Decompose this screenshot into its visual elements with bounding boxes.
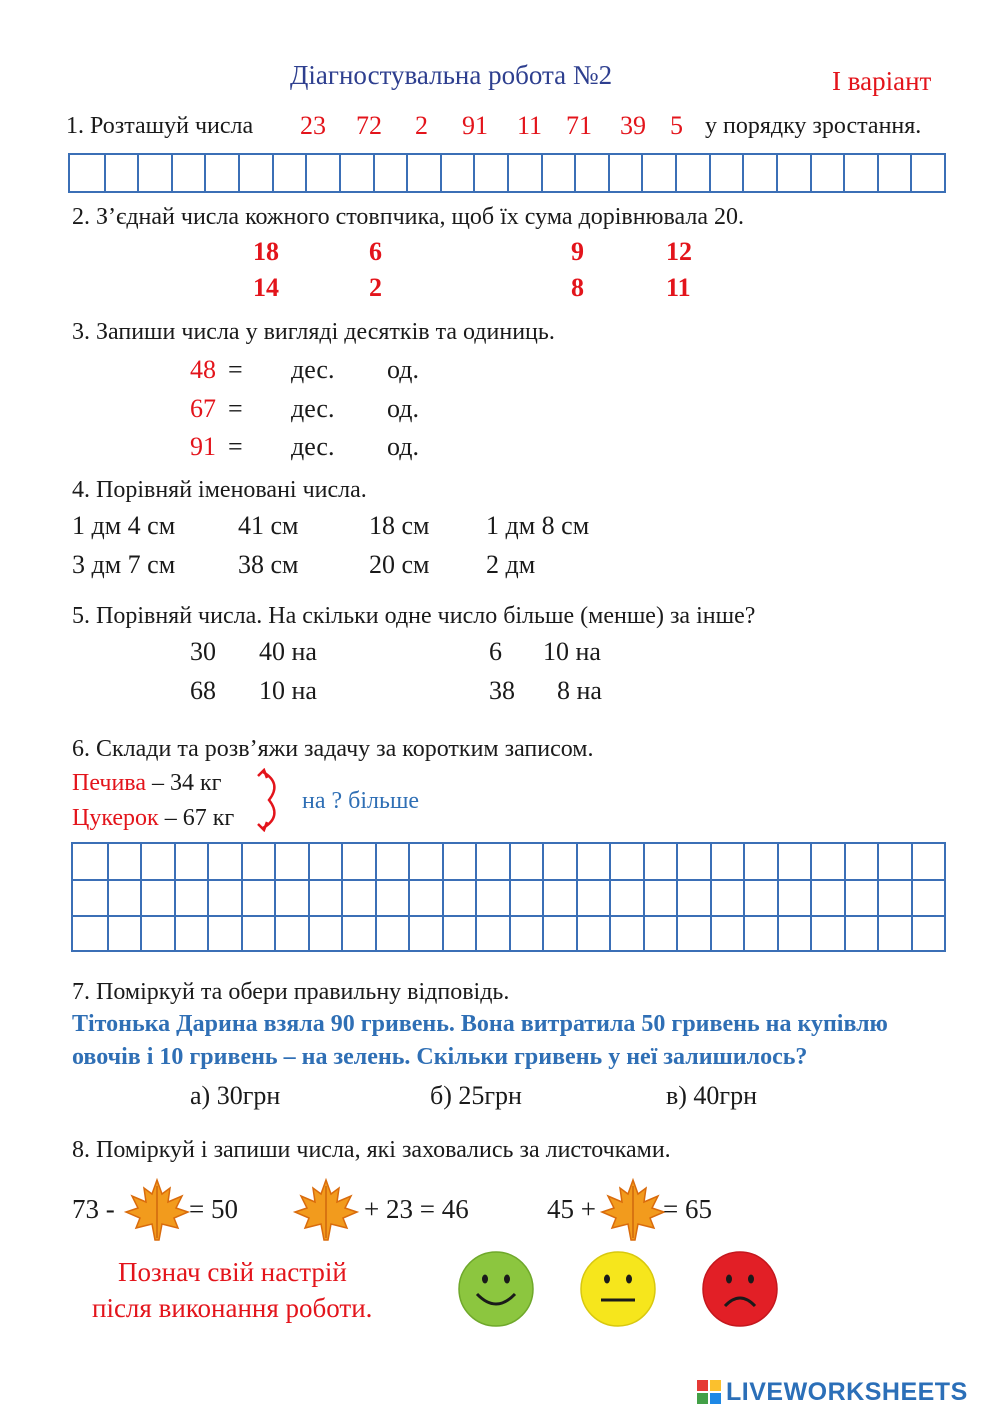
task5-value: 8 на (557, 676, 602, 705)
task2-number: 9 (571, 237, 584, 266)
answer-option-c[interactable]: в) 40грн (666, 1081, 758, 1110)
grid-line (272, 155, 274, 191)
task2-number: 6 (369, 237, 382, 266)
task1-suffix: у порядку зростання. (705, 113, 922, 139)
task8-eq3-right: = 65 (663, 1194, 712, 1224)
grid-line (305, 155, 307, 191)
task6-value: – 67 кг (164, 805, 235, 831)
grid-line (608, 155, 610, 191)
grid-line (509, 844, 511, 950)
smile-face-icon[interactable] (457, 1250, 535, 1328)
task3-ones-label: од. (387, 355, 419, 384)
task4-value: 1 дм 4 см (72, 511, 176, 540)
grid-line (877, 155, 879, 191)
task7-text-line2: овочів і 10 гривень – на зелень. Скільки гривень у неї залишилось? (72, 1044, 808, 1070)
neutral-face-icon[interactable] (579, 1250, 657, 1328)
mood-prompt-line1: Познач свій настрій (118, 1257, 347, 1287)
grid-line (877, 844, 879, 950)
task1-number: 71 (566, 111, 592, 140)
task3-tens-label: дес. (291, 394, 335, 423)
grid-line (743, 844, 745, 950)
grid-line (341, 844, 343, 950)
grid-line (442, 844, 444, 950)
task5-value: 68 (190, 676, 216, 705)
grid-line (507, 155, 509, 191)
task5-value: 38 (489, 676, 515, 705)
task3-title: 3. Запиши числа у вигляді десятків та одиниць. (72, 319, 555, 345)
task2-title: 2. З’єднай числа кожного стовпчика, щоб їх сума дорівнювала 20. (72, 204, 744, 230)
task2-number: 18 (253, 237, 279, 266)
grid-line (238, 155, 240, 191)
maple-leaf-icon[interactable] (293, 1178, 359, 1242)
grid-line (107, 844, 109, 950)
task8-eq1-left: 73 - (72, 1194, 115, 1224)
maple-leaf-icon[interactable] (124, 1178, 190, 1242)
task1-number: 91 (462, 111, 488, 140)
answer-option-a[interactable]: а) 30грн (190, 1081, 281, 1110)
task6-line2 (72, 805, 234, 832)
sad-face-icon[interactable] (701, 1250, 779, 1328)
grid-line (339, 155, 341, 191)
liveworksheets-logo-icon (696, 1379, 722, 1405)
task4-value: 3 дм 7 см (72, 550, 176, 579)
grid-line (408, 844, 410, 950)
grid-line (574, 155, 576, 191)
task7-title: 7. Поміркуй та обери правильну відповідь. (72, 979, 510, 1005)
grid-line (475, 844, 477, 950)
grid-line (810, 844, 812, 950)
task3-tens-label: дес. (291, 355, 335, 384)
task5-value: 10 на (259, 676, 317, 705)
grid-line (204, 155, 206, 191)
grid-line (440, 155, 442, 191)
task3-tens-label: дес. (291, 432, 335, 461)
liveworksheets-logo (696, 1378, 968, 1406)
task4-value: 18 см (369, 511, 430, 540)
task4-title: 4. Порівняй іменовані числа. (72, 477, 367, 503)
task5-value: 30 (190, 637, 216, 666)
task3-ones-label: од. (387, 432, 419, 461)
task1-prefix: 1. Розташуй числа (66, 113, 254, 139)
mood-prompt-line2: після виконання роботи. (92, 1293, 373, 1323)
task1-number: 72 (356, 111, 382, 140)
grid-line (104, 155, 106, 191)
answer-grid-task1[interactable] (68, 153, 946, 193)
task3-number: 91 (190, 432, 216, 461)
task2-number: 14 (253, 273, 279, 302)
grid-line (541, 155, 543, 191)
task6-line1 (72, 770, 221, 797)
task1-number: 23 (300, 111, 326, 140)
task2-number: 12 (666, 237, 692, 266)
brand-name: LIVEWORKSHEETS (726, 1377, 968, 1406)
grid-line (207, 844, 209, 950)
grid-line (776, 155, 778, 191)
grid-line (373, 155, 375, 191)
task6-label: Цукерок (72, 805, 159, 831)
page-title: Діагностувальна робота №2 (290, 60, 613, 90)
grid-line (843, 155, 845, 191)
grid-line (609, 844, 611, 950)
grid-line (406, 155, 408, 191)
grid-line (911, 844, 913, 950)
task1-number: 11 (517, 111, 543, 140)
task3-equals: = (228, 432, 243, 461)
task3-ones-label: од. (387, 394, 419, 423)
task2-number: 2 (369, 273, 382, 302)
grid-line (473, 155, 475, 191)
grid-line (777, 844, 779, 950)
grid-line (140, 844, 142, 950)
task1-number: 2 (415, 111, 428, 140)
variant-label: І варіант (832, 66, 932, 96)
brace-arrow-icon (255, 768, 287, 832)
task2-number: 8 (571, 273, 584, 302)
task5-title: 5. Порівняй числа. На скільки одне число більше (менше) за інше? (72, 603, 756, 629)
grid-line (137, 155, 139, 191)
grid-line (542, 844, 544, 950)
task4-value: 2 дм (486, 550, 536, 579)
task5-value: 40 на (259, 637, 317, 666)
grid-line (675, 155, 677, 191)
grid-line (73, 879, 944, 881)
task1-number: 39 (620, 111, 646, 140)
task2-number: 11 (666, 273, 691, 302)
grid-line (171, 155, 173, 191)
answer-option-b[interactable]: б) 25грн (430, 1081, 522, 1110)
task7-text-line1: Тітонька Дарина взяла 90 гривень. Вона витратила 50 гривень на купівлю (72, 1011, 888, 1037)
task1-number: 5 (670, 111, 683, 140)
grid-line (375, 844, 377, 950)
grid-line (274, 844, 276, 950)
task8-eq3-left: 45 + (547, 1194, 596, 1224)
task6-title: 6. Склади та розв’яжи задачу за коротким записом. (72, 736, 594, 762)
grid-line (576, 844, 578, 950)
grid-line (709, 155, 711, 191)
grid-line (710, 844, 712, 950)
grid-line (641, 155, 643, 191)
task5-value: 6 (489, 637, 502, 666)
grid-line (308, 844, 310, 950)
maple-leaf-icon[interactable] (600, 1178, 666, 1242)
grid-line (643, 844, 645, 950)
answer-grid-task6[interactable] (71, 842, 946, 952)
task3-number: 67 (190, 394, 216, 423)
task8-eq1-right: = 50 (189, 1194, 238, 1224)
task3-equals: = (228, 355, 243, 384)
grid-line (810, 155, 812, 191)
grid-line (676, 844, 678, 950)
grid-line (844, 844, 846, 950)
task4-value: 1 дм 8 см (486, 511, 590, 540)
task6-label: Печива (72, 770, 146, 796)
task4-value: 41 см (238, 511, 299, 540)
task5-value: 10 на (543, 637, 601, 666)
task4-value: 20 см (369, 550, 430, 579)
grid-line (742, 155, 744, 191)
task6-value: – 34 кг (151, 770, 222, 796)
task6-question: на ? більше (302, 788, 420, 814)
grid-line (910, 155, 912, 191)
task8-title: 8. Поміркуй і запиши числа, які заховались за листочками. (72, 1137, 671, 1163)
grid-line (174, 844, 176, 950)
task4-value: 38 см (238, 550, 299, 579)
task8-eq2-right: + 23 = 46 (364, 1194, 469, 1224)
grid-line (241, 844, 243, 950)
task3-equals: = (228, 394, 243, 423)
grid-line (73, 915, 944, 917)
task3-number: 48 (190, 355, 216, 384)
